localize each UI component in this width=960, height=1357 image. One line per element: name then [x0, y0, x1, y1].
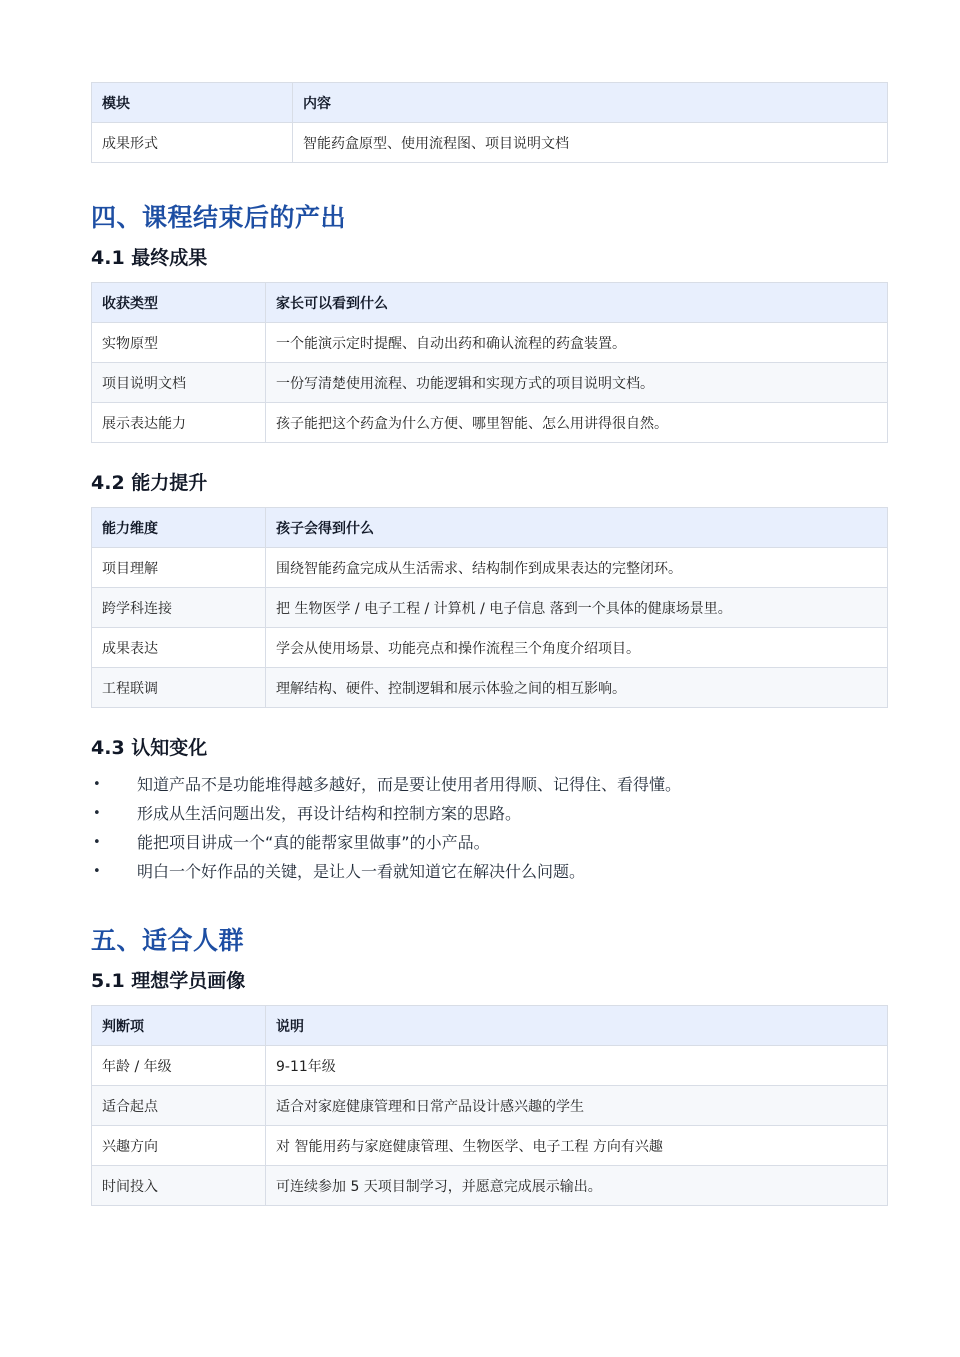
table-cell: 智能药盒原型、使用流程图、项目说明文档	[293, 123, 888, 163]
table-header-cell: 模块	[92, 83, 293, 123]
list-item	[91, 857, 887, 886]
table-row	[92, 628, 888, 668]
table-header-cell: 能力维度	[92, 508, 266, 548]
table-cell: 兴趣方向	[92, 1126, 266, 1166]
table-cell: 展示表达能力	[92, 403, 266, 443]
document-page	[91, 82, 887, 1206]
table-header-cell: 判断项	[92, 1006, 266, 1046]
table-cell: 实物原型	[92, 323, 266, 363]
list-item-text: 知道产品不是功能堆得越多越好，而是要让使用者用得顺、记得住、看得懂。	[137, 775, 682, 794]
table-header-cell: 说明	[266, 1006, 888, 1046]
table-header-row	[92, 83, 888, 123]
table-cell: 时间投入	[92, 1166, 266, 1206]
list-item-text: 明白一个好作品的关键，是让人一看就知道它在解决什么问题。	[137, 862, 586, 881]
table-cell: 年龄 / 年级	[92, 1046, 266, 1086]
table-cell: 对 智能用药与家庭健康管理、生物医学、电子工程 方向有兴趣	[266, 1126, 888, 1166]
subsection-title: 4.3 认知变化	[91, 737, 208, 759]
table-cell: 成果表达	[92, 628, 266, 668]
table-row	[92, 548, 888, 588]
bullet-icon: •	[93, 806, 101, 821]
table-cell: 可连续参加 5 天项目制学习，并愿意完成展示输出。	[266, 1166, 888, 1206]
table-cell: 跨学科连接	[92, 588, 266, 628]
table-header-cell: 家长可以看到什么	[266, 283, 888, 323]
table-row	[92, 323, 888, 363]
table-cell: 9-11年级	[266, 1046, 888, 1086]
table-cell: 项目说明文档	[92, 363, 266, 403]
module-table	[91, 82, 888, 163]
table-row	[92, 363, 888, 403]
table-header-cell: 孩子会得到什么	[266, 508, 888, 548]
table-cell: 学会从使用场景、功能亮点和操作流程三个角度介绍项目。	[266, 628, 888, 668]
table-cell: 孩子能把这个药盒为什么方便、哪里智能、怎么用讲得很自然。	[266, 403, 888, 443]
list-item-text: 能把项目讲成一个“真的能帮家里做事”的小产品。	[137, 833, 490, 852]
table-cell: 项目理解	[92, 548, 266, 588]
table-cell: 一份写清楚使用流程、功能逻辑和实现方式的项目说明文档。	[266, 363, 888, 403]
ability-table	[91, 507, 888, 708]
table-row	[92, 1046, 888, 1086]
table-cell: 适合对家庭健康管理和日常产品设计感兴趣的学生	[266, 1086, 888, 1126]
table-row	[92, 588, 888, 628]
bullet-icon: •	[93, 864, 101, 879]
list-item-text: 形成从生活问题出发，再设计结构和控制方案的思路。	[137, 804, 522, 823]
table-header-cell: 内容	[293, 83, 888, 123]
bullet-icon: •	[93, 835, 101, 850]
table-cell: 围绕智能药盒完成从生活需求、结构制作到成果表达的完整闭环。	[266, 548, 888, 588]
list-item	[91, 828, 887, 857]
table-header-row	[92, 508, 888, 548]
table-cell: 理解结构、硬件、控制逻辑和展示体验之间的相互影响。	[266, 668, 888, 708]
table-row	[92, 403, 888, 443]
subsection-title: 4.2 能力提升	[91, 472, 208, 494]
table-header-row	[92, 283, 888, 323]
table-row	[92, 668, 888, 708]
table-cell: 把 生物医学 / 电子工程 / 计算机 / 电子信息 落到一个具体的健康场景里。	[266, 588, 888, 628]
bullet-list	[91, 770, 887, 886]
results-table	[91, 282, 888, 443]
list-item	[91, 770, 887, 799]
subsection-title: 4.1 最终成果	[91, 247, 208, 269]
table-row	[92, 1166, 888, 1206]
section-title: 四、课程结束后的产出	[91, 203, 347, 232]
subsection-title: 5.1 理想学员画像	[91, 970, 246, 992]
table-row	[92, 1126, 888, 1166]
table-row	[92, 1086, 888, 1126]
bullet-icon: •	[93, 777, 101, 792]
table-cell: 工程联调	[92, 668, 266, 708]
audience-table	[91, 1005, 888, 1206]
table-row	[92, 123, 888, 163]
section-title: 五、适合人群	[91, 926, 245, 955]
list-item	[91, 799, 887, 828]
table-cell: 一个能演示定时提醒、自动出药和确认流程的药盒装置。	[266, 323, 888, 363]
table-cell: 成果形式	[92, 123, 293, 163]
table-header-cell: 收获类型	[92, 283, 266, 323]
table-header-row	[92, 1006, 888, 1046]
table-cell: 适合起点	[92, 1086, 266, 1126]
